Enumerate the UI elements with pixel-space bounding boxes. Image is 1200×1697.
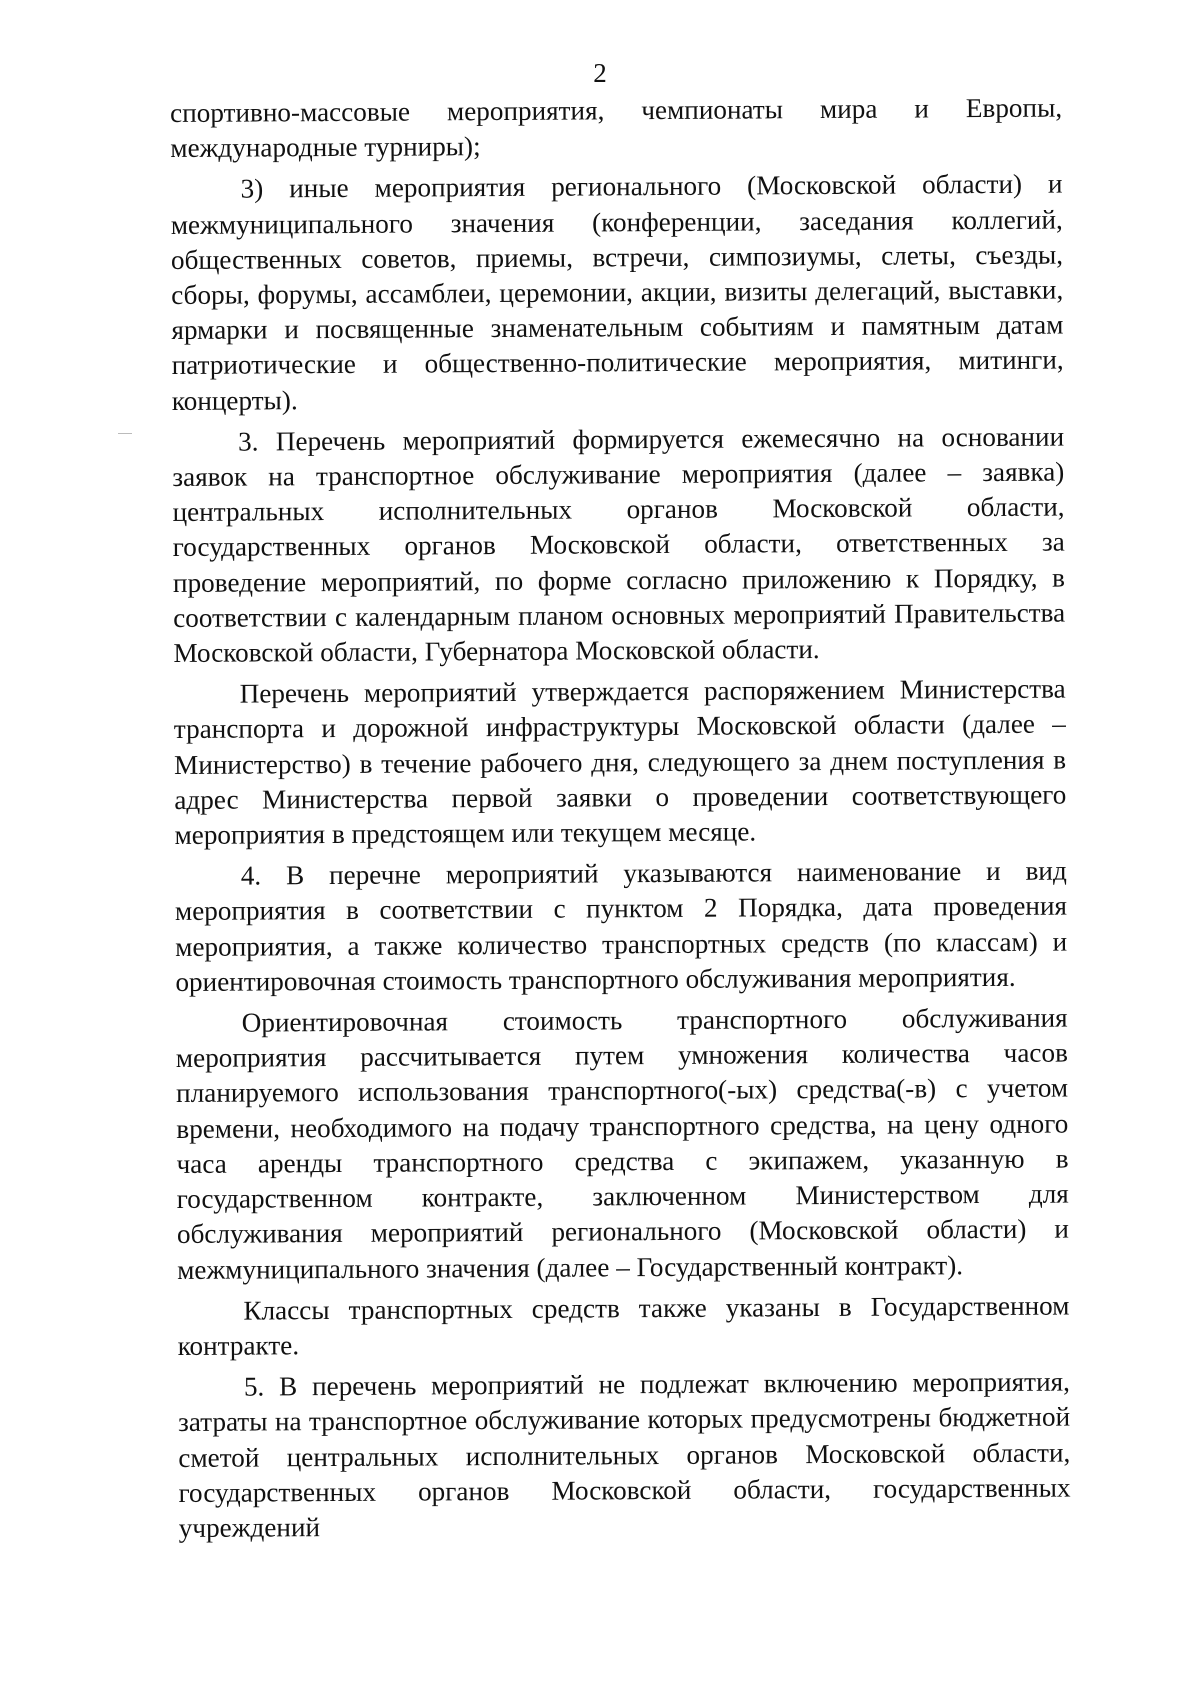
document-body xyxy=(170,91,1071,1553)
scan-margin-mark xyxy=(118,433,132,434)
paragraph-clause-4: 4. В перечне мероприятий указываются наименование и вид мероприятия в соответствии с пунктом 2 Порядка, дата проведения мероприятия, а также количество транспортных средств (по классам) и ориентировочная стоимость транспортного обслуживания мероприятия. xyxy=(174,855,1068,997)
page-number: 2 xyxy=(593,58,607,88)
paragraph-continuation: спортивно-массовые мероприятия, чемпионаты мира и Европы, международные турниры); xyxy=(170,92,1063,164)
paragraph-item-3: 3) иные мероприятия регионального (Московской области) и межмуниципального значения (конференции, заседания коллегий, общественных советов, приемы, встречи, симпозиумы, слеты, съезды, сборы, форумы, ассамблеи, церемонии, акции, визиты делегаций, выставки, ярмарки и посвященные знаменательным событиям и памятным датам патриотические и общественно-политические мероприятия, митинги, концерты). xyxy=(170,168,1064,416)
paragraph-list-approval: Перечень мероприятий утверждается распоряжением Министерства транспорта и дорожной инфраструктуры Московской области (далее – Министерство) в течение рабочего дня, следующего за днем поступления в адрес Министерства первой заявки о проведении соответствующего мероприятия в предстоящем или текущем месяце. xyxy=(173,673,1067,851)
paragraph-vehicle-classes: Классы транспортных средств также указаны в Государственном контракте. xyxy=(177,1290,1070,1361)
paragraph-clause-3: 3. Перечень мероприятий формируется ежемесячно на основании заявок на транспортное обслуживание мероприятия (далее – заявка) центральных исполнительных органов Московской области, государственных органов Московской области, ответственных за проведение мероприятий, по форме согласно приложению к Порядку, в соответствии с календарным планом основных мероприятий Правительства Московской области, Губернатора Московской области. xyxy=(172,421,1066,669)
paragraph-cost-estimate: Ориентировочная стоимость транспортного обслуживания мероприятия рассчитывается путем умножения количества часов планируемого использования транспортного(-ых) средства(-в) с учетом времени, необходимого на подачу транспортного средства, на цену одного часа аренды транспортного средства с экипажем, указанную в государственном контракте, заключенном Министерством для обслуживания мероприятий регионального (Московской области) и межмуниципального значения (далее – Государственный контракт). xyxy=(175,1002,1070,1285)
paragraph-clause-5: 5. В перечень мероприятий не подлежат включению мероприятия, затраты на транспортное обслуживание которых предусмотрены бюджетной сметой центральных исполнительных органов Московской области, государственных органов Московской области, государственных учреждений xyxy=(178,1366,1071,1543)
